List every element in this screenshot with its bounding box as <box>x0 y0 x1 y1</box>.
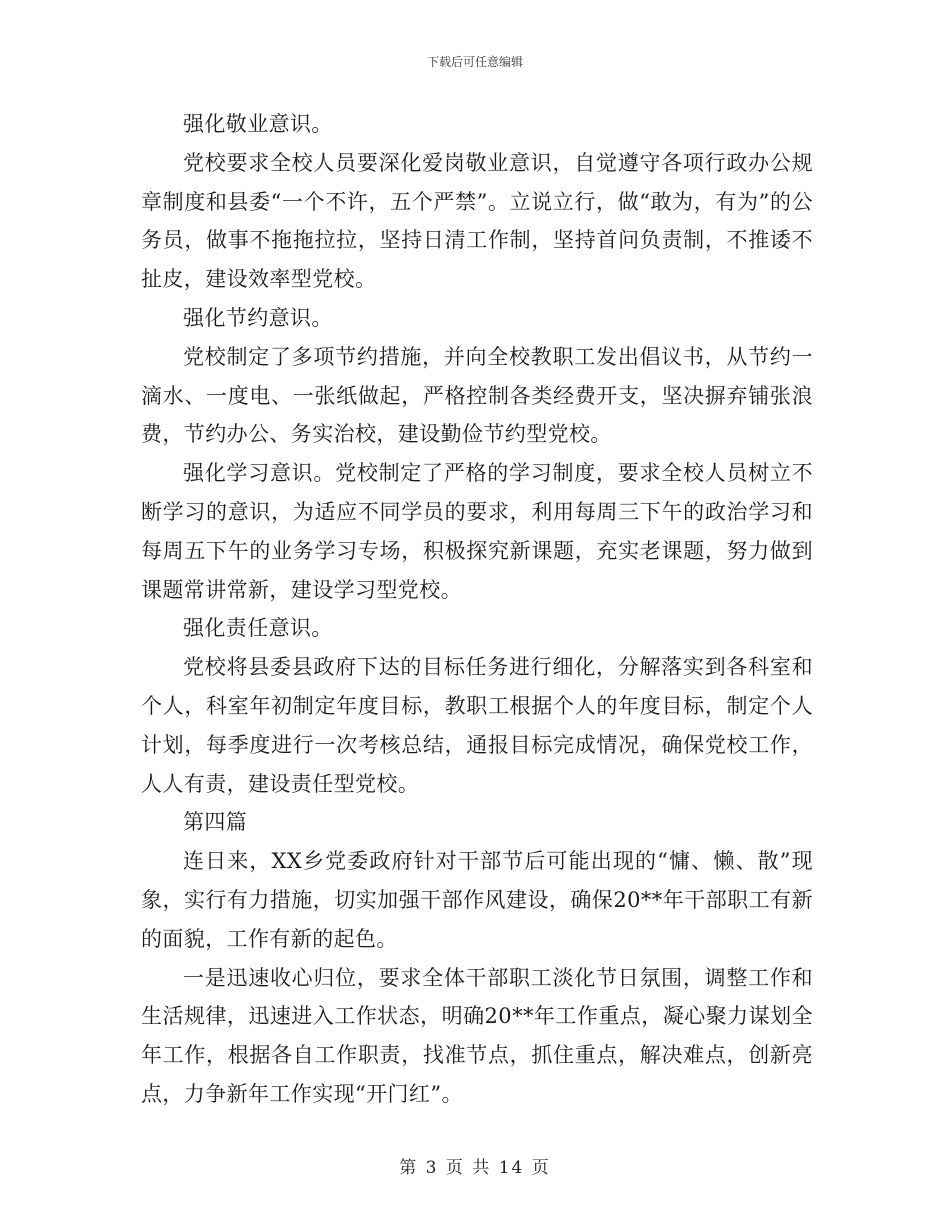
paragraph-thrift-body: 党校制定了多项节约措施，并向全校教职工发出倡议书，从节约一滴水、一度电、一张纸做起，严格控制各类经费开支，坚决摒弃铺张浪费，节约办公、务实治校，建设勤俭节约型党校。 <box>141 344 813 447</box>
paragraph-learning: 强化学习意识。党校制定了严格的学习制度，要求全校人员树立不断学习的意识，为适应不同学员的要求，利用每周三下午的政治学习和每周五下午的业务学习专场，积极探究新课题，充实老课题，努力做到课题常讲常新，建设学习型党校。 <box>141 461 813 602</box>
paragraph-intro-part-four: 连日来，XX乡党委政府针对干部节后可能出现的“慵、懒、散”现象，实行有力措施，切实加强干部作风建设，确保20**年干部职工有新的面貌，工作有新的起色。 <box>141 849 813 951</box>
page-number-footer: 第 3 页 共 14 页 <box>399 1158 551 1178</box>
document-body <box>141 105 813 1114</box>
paragraph-point-one: 一是迅速收心归位，要求全体干部职工淡化节日氛围，调整工作和生活规律，迅速进入工作状态，明确20**年工作重点，凝心聚力谋划全年工作，根据各自工作职责，找准节点，抓住重点，解决难点，创新亮点，力争新年工作实现“开门红”。 <box>141 965 813 1106</box>
section-title-part-four: 第四篇 <box>183 810 248 835</box>
paragraph-dedication-body: 党校要求全校人员要深化爱岗敬业意识，自觉遵守各项行政办公规章制度和县委“一个不许，五个严禁”。立说立行，做“敢为，有为”的公务员，做事不拖拖拉拉，坚持日清工作制，坚持首问负责制，不推诿不扯皮，建设效率型党校。 <box>141 150 813 292</box>
paragraph-heading-thrift: 强化节约意识。 <box>183 305 333 330</box>
paragraph-heading-responsibility: 强化责任意识。 <box>183 616 333 641</box>
page-header: 下载后可任意编辑 <box>426 55 523 69</box>
paragraph-heading-dedication: 强化敬业意识。 <box>183 112 333 136</box>
paragraph-responsibility-body: 党校将县委县政府下达的目标任务进行细化，分解落实到各科室和个人，科室年初制定年度目标，教职工根据个人的年度目标，制定个人计划，每季度进行一次考核总结，通报目标完成情况，确保党校工作，人人有责，建设责任型党校。 <box>141 655 813 796</box>
